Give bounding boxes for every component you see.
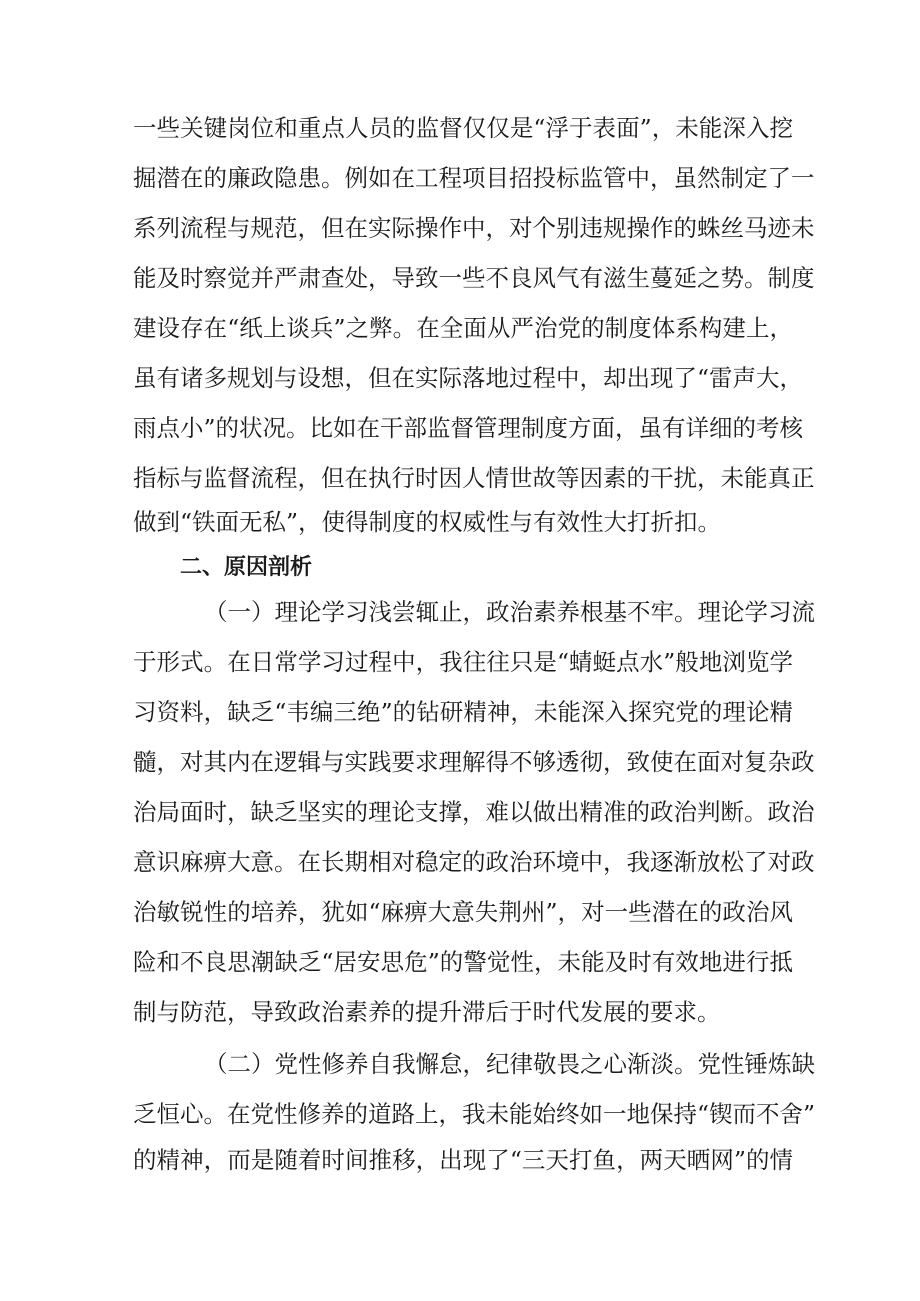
paragraph-line: 能及时察觉并严肃查处，导致一些不良风气有滋生蔓延之势。制度 <box>133 264 815 292</box>
paragraph-line: 习资料，缺乏“韦编三绝”的钻研精神，未能深入探究党的理论精 <box>133 698 793 726</box>
paragraph-line: （一）理论学习浅尝辄止，政治素养根基不牢。理论学习流 <box>204 598 815 626</box>
paragraph-line: 建设存在“纸上谈兵”之弊。在全面从严治党的制度体系构建上， <box>133 314 793 342</box>
paragraph-line: 雨点小”的状况。比如在干部监督管理制度方面，虽有详细的考核 <box>133 414 804 442</box>
paragraph-line: 系列流程与规范，但在实际操作中，对个别违规操作的蛛丝马迹未 <box>133 214 815 242</box>
paragraph-line: 虽有诸多规划与设想，但在实际落地过程中，却出现了“雷声大， <box>133 364 804 392</box>
paragraph-line: 险和不良思潮缺乏“居安思危”的警觉性，未能及时有效地进行抵 <box>133 948 793 976</box>
paragraph-line: 治局面时，缺乏坚实的理论支撑，难以做出精准的政治判断。政治 <box>133 798 815 826</box>
paragraph-line: 意识麻痹大意。在长期相对稳定的政治环境中，我逐渐放松了对政 <box>133 848 815 876</box>
paragraph-line: 治敏锐性的培养，犹如“麻痹大意失荆州”，对一些潜在的政治风 <box>133 898 793 926</box>
paragraph-line: （二）党性修养自我懈怠，纪律敬畏之心渐淡。党性锤炼缺 <box>204 1050 815 1078</box>
paragraph-line: 的精神，而是随着时间推移，出现了“三天打鱼，两天晒网”的情 <box>133 1146 793 1174</box>
paragraph-line: 掘潜在的廉政隐患。例如在工程项目招投标监管中，虽然制定了一 <box>133 164 815 192</box>
paragraph-line: 一些关键岗位和重点人员的监督仅仅是“浮于表面”，未能深入挖 <box>133 114 793 142</box>
paragraph-line: 髓，对其内在逻辑与实践要求理解得不够透彻，致使在面对复杂政 <box>133 748 815 776</box>
paragraph-line: 做到“铁面无私”，使得制度的权威性与有效性大打折扣。 <box>133 508 722 536</box>
paragraph-line: 乏恒心。在党性修养的道路上，我未能始终如一地保持“锲而不舍” <box>133 1100 816 1128</box>
paragraph-line: 制与防范，导致政治素养的提升滞后于时代发展的要求。 <box>133 998 721 1026</box>
section-heading: 二、原因剖析 <box>180 555 313 580</box>
paragraph-line: 指标与监督流程，但在执行时因人情世故等因素的干扰，未能真正 <box>133 464 815 492</box>
paragraph-line: 于形式。在日常学习过程中，我往往只是“蜻蜓点水”般地浏览学 <box>133 648 793 676</box>
